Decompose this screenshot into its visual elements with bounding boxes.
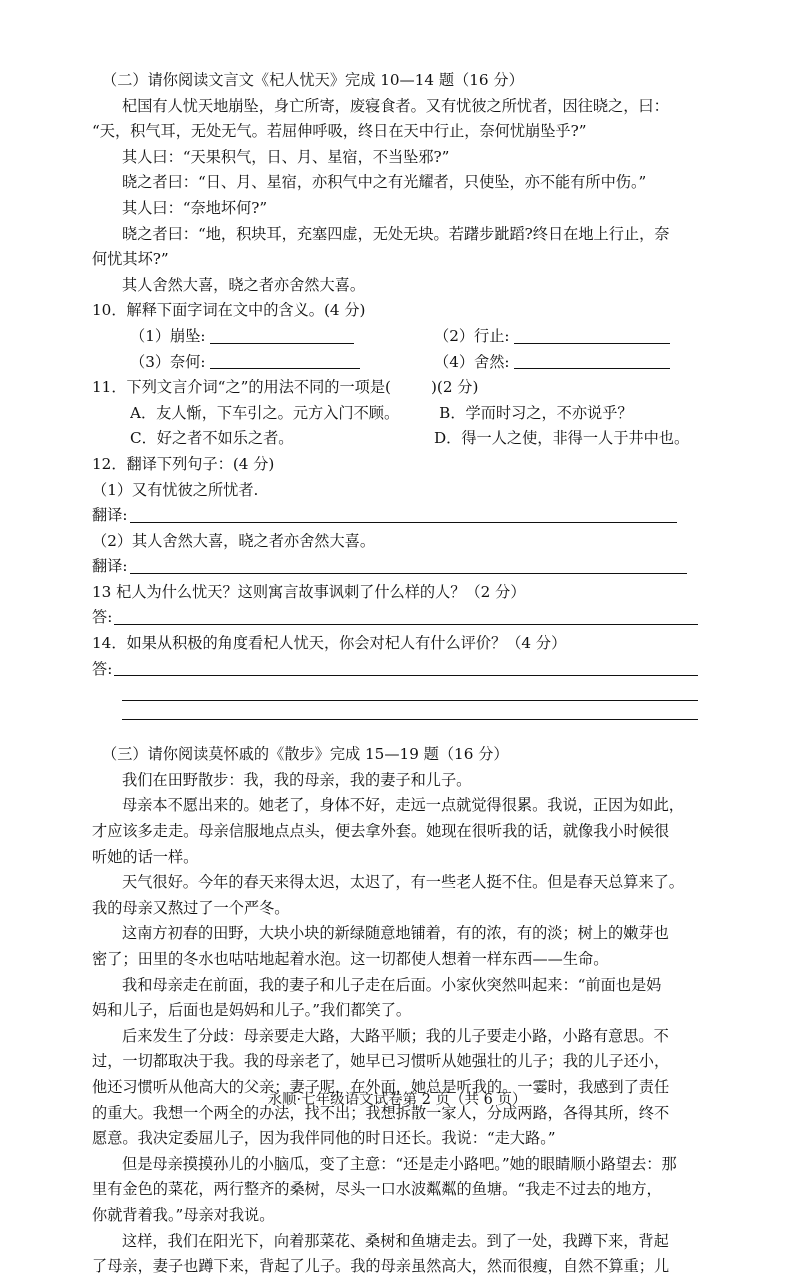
passage2-line: 其人曰：“奈地坏何?” bbox=[122, 198, 268, 217]
passage3-line: 密了；田里的冬水也咕咕地起着水泡。这一切都使人想着一样东西——生命。 bbox=[92, 950, 609, 968]
passage3-line: 这样，我们在阳光下，向着那菜花、桑树和鱼塘走去。到了一处，我蹲下来，背起 bbox=[122, 1231, 669, 1250]
passage2-line: 杞国有人忧天地崩坠，身亡所寄，废寝食者。又有忧彼之所忧者，因往晓之，曰： bbox=[122, 96, 669, 115]
answer-label: 答: bbox=[92, 659, 113, 678]
q10-item-label: （1）崩坠: bbox=[130, 326, 206, 345]
passage3-line: 后来发生了分歧：母亲要走大路，大路平顺；我的儿子要走小路，小路有意思。不 bbox=[122, 1026, 669, 1045]
question-11-stem-row bbox=[92, 375, 698, 401]
question-12-stem: 12．翻译下列句子：(4 分) bbox=[92, 454, 275, 473]
passage3-line: 里有金色的菜花，两行整齐的桑树，尽头一口水波粼粼的鱼塘。“我走不过去的地方， bbox=[92, 1180, 662, 1199]
question-11-options-row bbox=[92, 401, 698, 427]
answer-line[interactable] bbox=[114, 675, 698, 676]
passage2-line: 其人舍然大喜，晓之者亦舍然大喜。 bbox=[122, 275, 365, 294]
answer-blank[interactable] bbox=[514, 367, 670, 369]
q10-item bbox=[92, 324, 394, 350]
answer-blank[interactable] bbox=[210, 342, 354, 344]
passage3-line: 了母亲，妻子也蹲下来，背起了儿子。我的母亲虽然高大，然而很瘦，自然不算重；儿 bbox=[92, 1257, 670, 1276]
q10-item-label: （3）奈何: bbox=[130, 352, 206, 371]
option-d[interactable]: D．得一人之使，非得一人于井中也。 bbox=[434, 429, 690, 448]
answer-line[interactable] bbox=[122, 701, 698, 720]
q11-option bbox=[399, 401, 698, 427]
question-10-stem: 10．解释下面字词在文中的含义。(4 分) bbox=[92, 301, 366, 320]
q11-option bbox=[92, 401, 399, 427]
question-14-stem: 14．如果从积极的角度看杞人忧天，你会对杞人有什么评价？（4 分） bbox=[92, 634, 567, 653]
q11-stem-col bbox=[92, 375, 391, 401]
q10-item bbox=[92, 350, 394, 376]
passage3-line: 愿意。我决定委屈儿子，因为我伴同他的时日还长。我说：“走大路。” bbox=[92, 1129, 556, 1148]
answer-line[interactable] bbox=[130, 573, 688, 574]
passage3-line: 妈和儿子，后面也是妈妈和儿子。”我们都笑了。 bbox=[92, 1001, 412, 1020]
passage3-line: 天气很好。今年的春天来得太迟，太迟了，有一些老人挺不住。但是春天总算来了。 bbox=[122, 873, 684, 892]
passage2-line: 其人曰：“天果积气，日、月、星宿，不当坠邪?” bbox=[122, 147, 450, 166]
question-10-row bbox=[92, 350, 698, 376]
answer-line[interactable] bbox=[114, 624, 698, 625]
answer-blank[interactable] bbox=[514, 342, 670, 344]
passage3-line: 我们在田野散步：我，我的母亲，我的妻子和儿子。 bbox=[122, 770, 472, 789]
passage3-line: 这南方初春的田野，大块小块的新绿随意地铺着，有的浓，有的淡；树上的嫩芽也 bbox=[122, 924, 669, 943]
question-12-sentence-2: （2）其人舍然大喜，晓之者亦舍然大喜。 bbox=[92, 531, 376, 550]
passage2-line: “天，积气耳，无处无气。若屈伸呼吸，终日在天中行止，奈何忧崩坠乎?” bbox=[92, 122, 587, 141]
q11-option bbox=[394, 426, 698, 452]
passage3-line: 但是母亲摸摸孙儿的小脑瓜，变了主意：“还是走小路吧。”她的眼睛顺小路望去：那 bbox=[122, 1154, 677, 1173]
translation-answer-2 bbox=[92, 554, 687, 580]
question-13-stem: 13 杞人为什么忧天？这则寓言故事讽刺了什么样的人？（2 分） bbox=[92, 582, 526, 601]
passage3-line: 的重大。我想一个两全的办法，找不出；我想拆散一家人，分成两路，各得其所，终不 bbox=[92, 1103, 670, 1122]
answer-blank[interactable] bbox=[210, 367, 360, 369]
passage3-line: 我和母亲走在前面，我的妻子和儿子走在后面。小家伙突然叫起来：“前面也是妈 bbox=[122, 975, 662, 994]
translation-answer-1 bbox=[92, 503, 677, 529]
answer-line[interactable] bbox=[130, 522, 678, 523]
q11-score-col bbox=[391, 375, 698, 401]
section3-heading: （三）请你阅读莫怀戚的《散步》完成 15—19 题（16 分） bbox=[102, 745, 509, 764]
question-11-score: )(2 分) bbox=[430, 378, 479, 397]
option-a[interactable]: A．友人惭，下车引之。元方入门不顾。 bbox=[130, 403, 400, 422]
q10-item bbox=[394, 324, 698, 350]
passage2-line: 晓之者曰：“地，积块耳，充塞四虚，无处无块。若躇步跐蹈?终日在地上行止，奈 bbox=[122, 224, 670, 243]
passage2-line: 晓之者曰：“日、月、星宿，亦积气中之有光耀者，只使坠，亦不能有所中伤。” bbox=[122, 173, 647, 192]
passage3-line: 我的母亲又熬过了一个严冬。 bbox=[92, 898, 290, 917]
passage3 bbox=[92, 768, 698, 1280]
answer-label: 答: bbox=[92, 608, 113, 627]
question-11-stem: 11．下列文言介词“之”的用法不同的一项是( bbox=[92, 378, 391, 397]
q10-item-label: （2）行止: bbox=[434, 326, 510, 345]
passage3-line: 才应该多走走。母亲信服地点点头，便去拿外套。她现在很听我的话，就像我小时候很 bbox=[92, 822, 670, 841]
page-footer: 永顺·七年级语文试卷第 2 页（共 6 页） bbox=[267, 1092, 527, 1108]
passage2-line: 何忧其坏?” bbox=[92, 250, 169, 269]
passage3-line: 母亲本不愿出来的。她老了，身体不好，走远一点就觉得很累。我说，正因为如此， bbox=[122, 796, 684, 815]
passage3-line: 听她的话一样。 bbox=[92, 847, 199, 866]
section-gap bbox=[92, 720, 698, 742]
question-11-options-row bbox=[92, 426, 698, 452]
question-12-sentence-1: （1）又有忧彼之所忧者. bbox=[92, 480, 259, 499]
section2-heading: （二）请你阅读文言文《杞人忧天》完成 10—14 题（16 分） bbox=[102, 71, 524, 89]
question-13-answer bbox=[92, 605, 698, 631]
passage3-line: 你就背着我。”母亲对我说。 bbox=[92, 1205, 275, 1224]
translation-label: 翻译: bbox=[92, 557, 128, 576]
answer-line[interactable] bbox=[122, 682, 698, 701]
option-b[interactable]: B．学而时习之，不亦说乎？ bbox=[439, 403, 633, 422]
passage3-line: 他还习惯听从他高大的父亲；妻子呢，在外面，她总是听我的。一霎时，我感到了责任 bbox=[92, 1077, 670, 1096]
q10-item bbox=[394, 350, 698, 376]
translation-label: 翻译: bbox=[92, 506, 128, 525]
passage3-line: 过，一切都取决于我。我的母亲老了，她早已习惯听从她强壮的儿子；我的儿子还小， bbox=[92, 1052, 670, 1071]
question-10-row bbox=[92, 324, 698, 350]
question-14-answer bbox=[92, 657, 698, 683]
option-c[interactable]: C．好之者不如乐之者。 bbox=[130, 429, 294, 448]
q11-option bbox=[92, 426, 394, 452]
q10-item-label: （4）舍然: bbox=[434, 352, 510, 371]
